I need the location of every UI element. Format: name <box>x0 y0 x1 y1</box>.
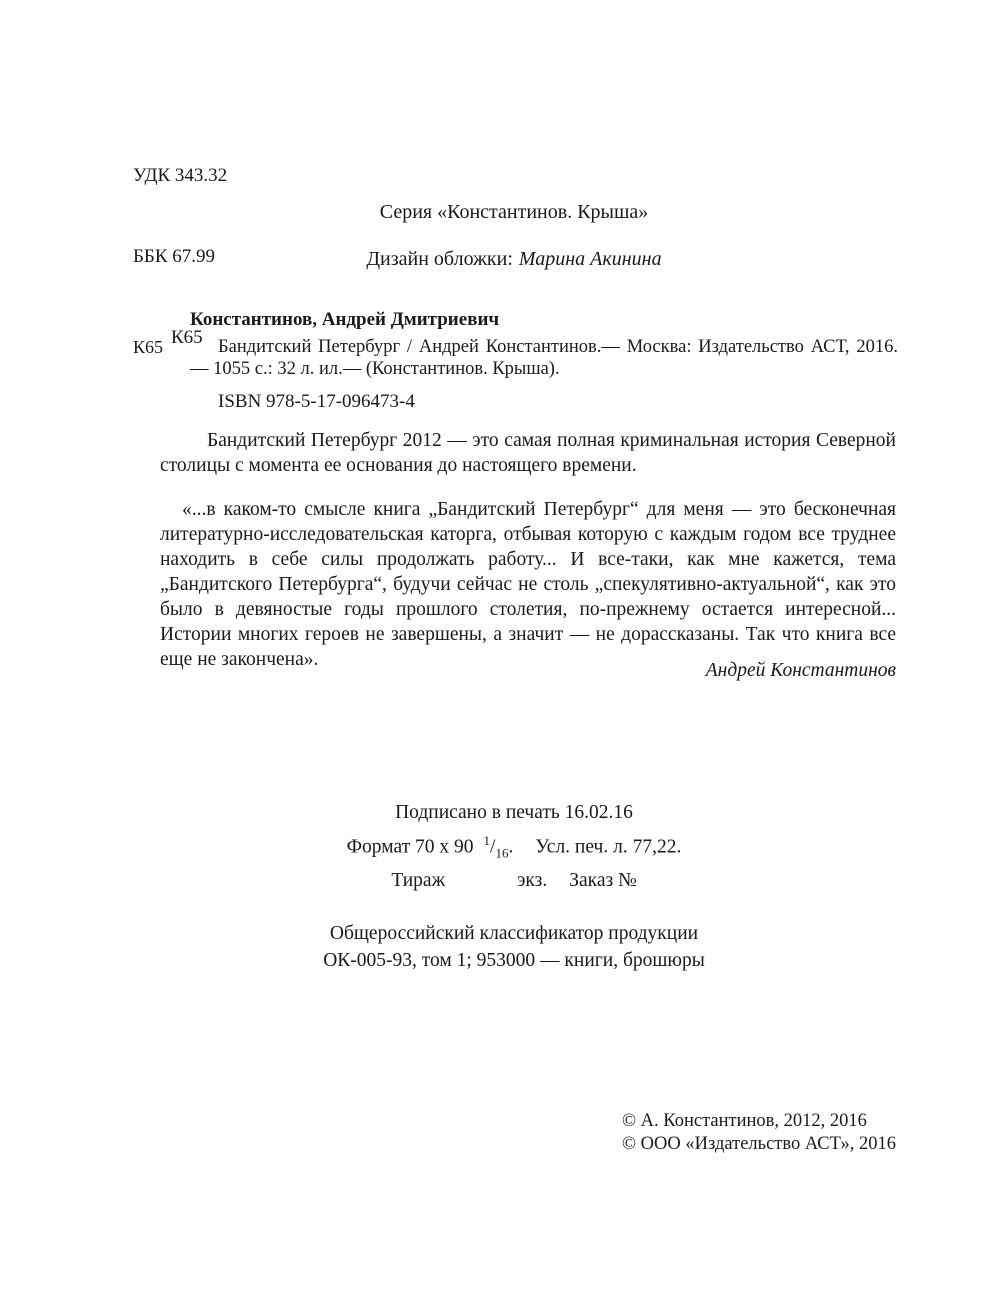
udk-code: УДК 343.32 <box>133 165 228 186</box>
product-classifier-block <box>42 920 986 974</box>
catalog-card <box>190 309 898 380</box>
cover-design-credit <box>42 248 986 271</box>
format-fraction-separator: / <box>490 836 496 858</box>
tirazh-line <box>42 867 986 895</box>
design-label: Дизайн обложки: <box>366 248 513 270</box>
print-details-block <box>42 799 986 895</box>
catalog-description: Бандитский Петербург / Андрей Константинов.— Москва: Издательство АСТ, 2016.— 1055 с.: 32 л. ил.— (Константинов. Крыша). <box>190 337 898 379</box>
catalog-margin-code: К65 <box>133 337 164 357</box>
copyright-block <box>622 1110 896 1156</box>
catalog-author-heading: Константинов, Андрей Дмитриевич <box>190 309 500 330</box>
format-line <box>42 827 986 867</box>
conventional-sheets: Усл. печ. л. 77,22. <box>535 836 682 858</box>
series-title: Серия «Константинов. Крыша» <box>379 201 649 223</box>
copyright-author: © А. Константинов, 2012, 2016 <box>622 1111 867 1131</box>
format-fraction-numerator: 1 <box>483 833 491 848</box>
classifier-title: Общероссийский классификатор продукции <box>329 923 699 944</box>
author-quote: «...в каком-то смысле книга „Бандитский Петербург“ для меня — это бесконечная литературно-исследовательская каторга, отбывая которую с каждым годом все труднее находить в себе силы продолжать работу... И все-таки, как мне кажется, тема „Бандитского Петербурга“, будучи сейчас не столь „спекулятивно-актуальной“, как это было в девяностые годы прошлого столетия, по-прежнему остается интересной... Истории многих героев не завершены, а значит — не дорассказаны. Так что книга все еще не закончена». <box>160 499 896 670</box>
format-dot: . <box>508 836 514 858</box>
copyright-publisher: © ООО «Издательство АСТ», 2016 <box>622 1134 896 1154</box>
tirazh-label: Тираж <box>391 870 446 892</box>
signed-to-print-line: Подписано в печать 16.02.16 <box>395 802 633 823</box>
designer-name: Марина Акинина <box>518 248 662 270</box>
classifier-code: ОК-005-93, том 1; 953000 — книги, брошюры <box>323 950 705 971</box>
isbn: ISBN 978-5-17-096473-4 <box>218 391 415 412</box>
format-fraction-denominator: 16 <box>495 845 509 861</box>
bbk-code: ББК 67.99 <box>133 246 215 267</box>
ekz-label: экз. <box>517 870 548 892</box>
annotation-paragraph: Бандитский Петербург 2012 — это самая полная криминальная история Северной столицы с момента ее основания до настоящего времени. <box>160 430 896 476</box>
author-sign-code: К65 <box>171 327 203 348</box>
quote-signature: Андрей Константинов <box>705 660 896 681</box>
zakaz-label: Заказ № <box>569 870 637 892</box>
format-text: Формат 70 х 90 <box>346 836 474 858</box>
